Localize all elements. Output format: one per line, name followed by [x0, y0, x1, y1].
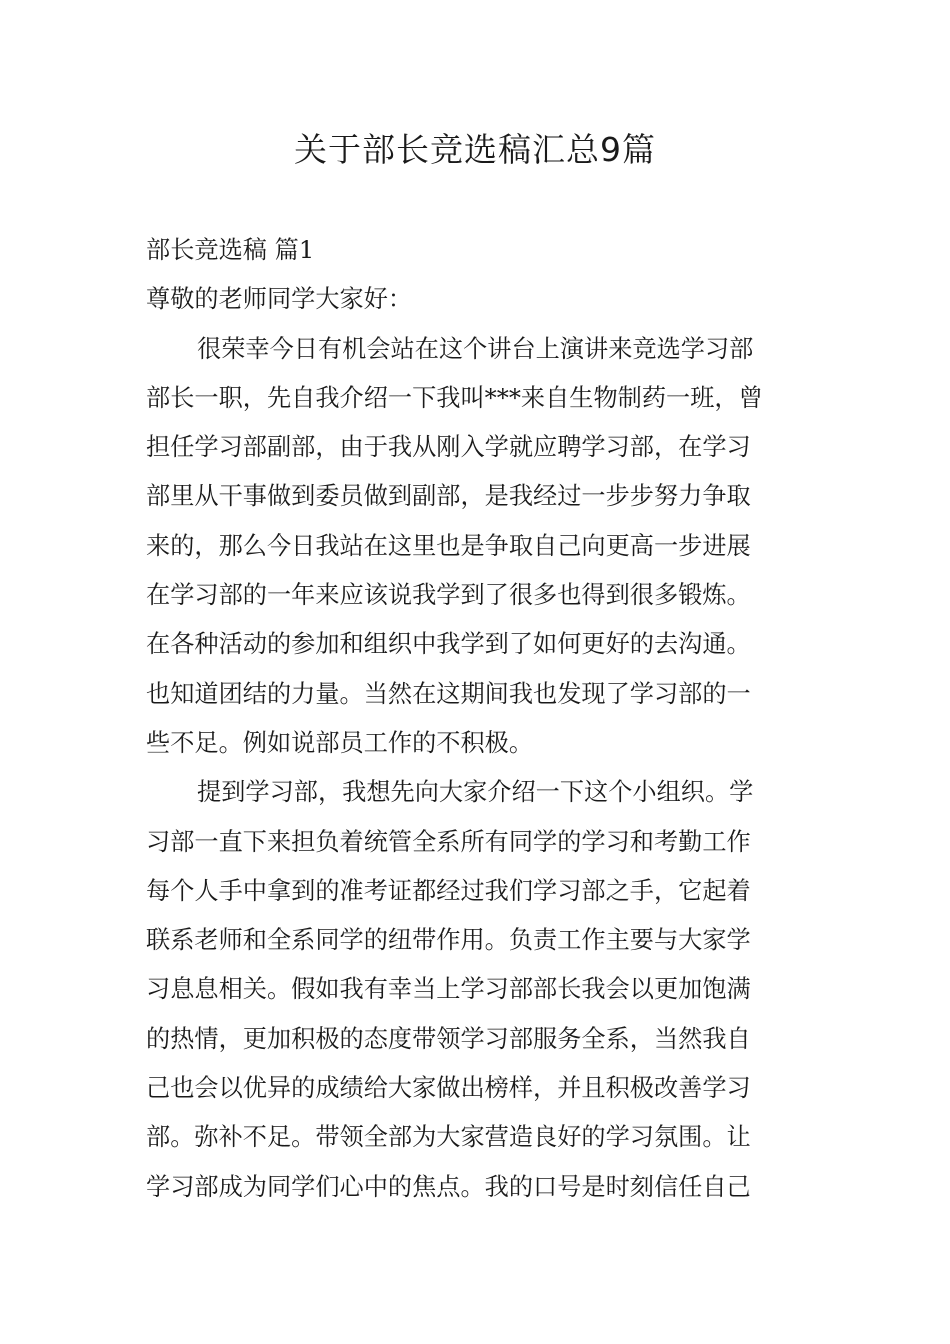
greeting: 尊敬的老师同学大家好： [146, 285, 413, 314]
paragraph-line: 很荣幸今日有机会站在这个讲台上演讲来竞选学习部 [197, 334, 754, 363]
paragraph-line: 些不足。例如说部员工作的不积极。 [146, 728, 534, 757]
paragraph-line: 也知道团结的力量。当然在这期间我也发现了学习部的一 [146, 679, 751, 708]
paragraph-line: 提到学习部，我想先向大家介绍一下这个小组织。学 [197, 778, 754, 807]
paragraph-line: 在学习部的一年来应该说我学到了很多也得到很多锻炼。 [146, 581, 751, 610]
paragraph-line: 部。弥补不足。带领全部为大家营造良好的学习氛围。让 [146, 1123, 751, 1152]
paragraph-line: 来的，那么今日我站在这里也是争取自己向更高一步进展 [146, 531, 751, 560]
paragraph-2 [146, 768, 806, 1212]
document-body [146, 226, 806, 1212]
paragraph-line: 部长一职，先自我介绍一下我叫***来自生物制药一班，曾 [146, 383, 763, 412]
paragraph-line: 每个人手中拿到的准考证都经过我们学习部之手，它起着 [146, 876, 751, 905]
paragraph-line: 己也会以优异的成绩给大家做出榜样，并且积极改善学习 [146, 1074, 751, 1103]
document-title: 关于部长竞选稿汇总9篇 [294, 130, 656, 169]
paragraph-line: 习部一直下来担负着统管全系所有同学的学习和考勤工作 [146, 827, 751, 856]
paragraph-line: 联系老师和全系同学的纽带作用。负责工作主要与大家学 [146, 926, 751, 955]
paragraph-line: 习息息相关。假如我有幸当上学习部部长我会以更加饱满 [146, 975, 751, 1004]
paragraph-line: 担任学习部副部，由于我从刚入学就应聘学习部，在学习 [146, 433, 751, 462]
section-heading: 部长竞选稿 篇1 [146, 236, 315, 264]
paragraph-1 [146, 325, 806, 769]
paragraph-line: 的热情，更加积极的态度带领学习部服务全系，当然我自 [146, 1024, 751, 1053]
paragraph-line: 学习部成为同学们心中的焦点。我的口号是时刻信任自己 [146, 1172, 751, 1201]
paragraph-line: 在各种活动的参加和组织中我学到了如何更好的去沟通。 [146, 630, 751, 659]
paragraph-line: 部里从干事做到委员做到副部，是我经过一步步努力争取 [146, 482, 751, 511]
